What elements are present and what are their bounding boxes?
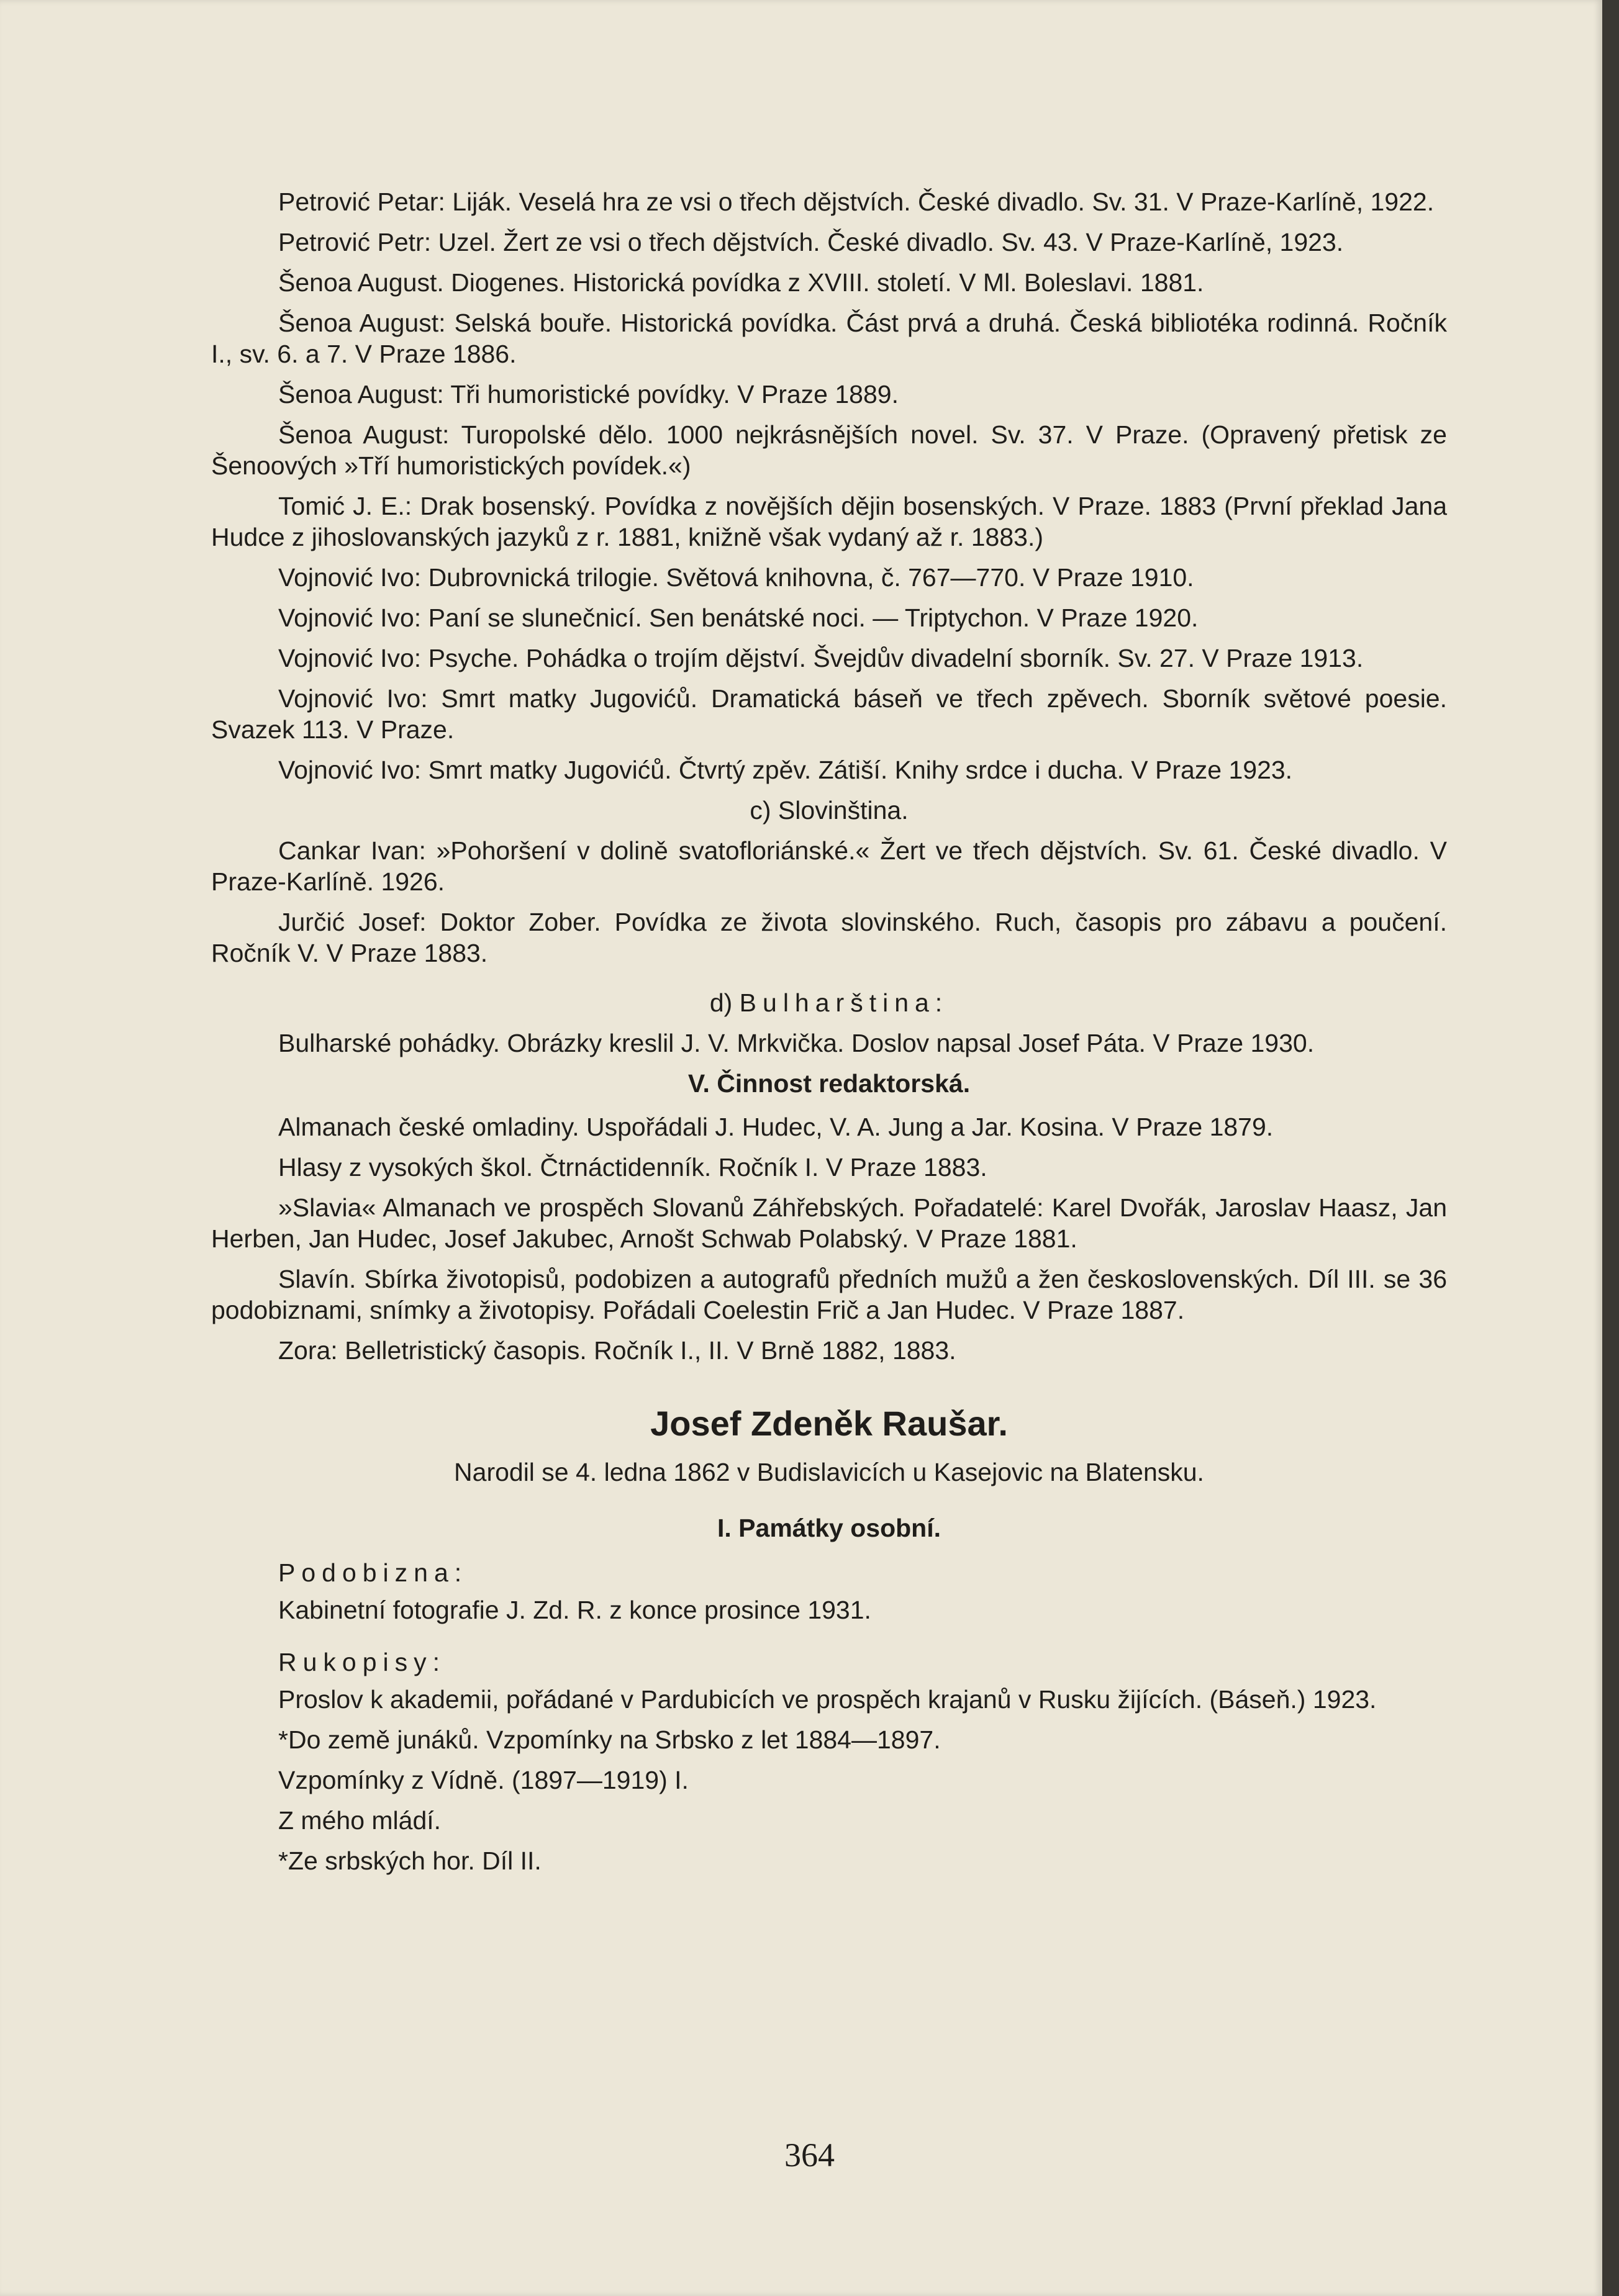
bibliography-entry: Petrović Petr: Uzel. Žert ze vsi o třech dějstvích. České divadlo. Sv. 43. V Praze-Karlíně, 1923. [278,228,1344,256]
manuscript-entry: Vzpomínky z Vídně. (1897—1919) I. [278,1766,689,1794]
bibliography-entry: Šenoa August. Diogenes. Historická povídka z XVIII. století. V Ml. Boleslavi. 1881. [278,268,1204,297]
section-v-heading: V. Činnost redaktorská. [687,1069,971,1098]
section-b-list [211,186,1447,785]
bibliography-entry: Petrović Petar: Liják. Veselá hra ze vsi o třech dějstvích. České divadlo. Sv. 31. V Praze-Karlíně, 1922. [278,188,1435,216]
manuscript-entry: *Do země junáků. Vzpomínky na Srbsko z let 1884—1897. [278,1725,941,1754]
manuscript-entry: Z mého mládí. [278,1806,442,1835]
bibliography-entry: Bulharské pohádky. Obrázky kreslil J. V. Mrkvička. Doslov napsal Josef Páta. V Praze 1930. [278,1029,1315,1057]
manuscripts-label: Rukopisy: [278,1648,447,1676]
bibliography-entry: Vojnović Ivo: Smrt matky Jugovićů. Čtvrtý zpěv. Zátiší. Knihy srdce i ducha. V Praze 1923. [278,756,1293,784]
manuscript-entry: *Ze srbských hor. Díl II. [278,1846,542,1875]
bibliography-entry: Šenoa August: Tři humoristické povídky. V Praze 1889. [278,380,899,409]
section-d-word: Bulharština: [739,988,949,1017]
section-d-prefix: d) [709,988,740,1017]
page-text [211,186,1447,1886]
bibliography-entry: Vojnović Ivo: Psyche. Pohádka o trojím dějství. Švejdův divadelní sborník. Sv. 27. V Praze 1913. [278,644,1364,672]
bibliography-entry: Šenoa August: Turopolské dělo. 1000 nejkrásnějších novel. Sv. 37. V Praze. (Opravený přetisk ze Šenoových »Tří humoristických povídek.«) [211,420,1447,480]
personal-records-heading: I. Památky osobní. [717,1514,941,1542]
person-name-heading: Josef Zdeněk Raušar. [650,1404,1008,1443]
bibliography-entry: Tomić J. E.: Drak bosenský. Povídka z novějších dějin bosenských. V Praze. 1883 (První překlad Jana Hudce z jihoslovanských jazyků z r. 1881, knižně však vydaný až r. 1883.) [211,492,1447,551]
bibliography-entry: Slavín. Sbírka životopisů, podobizen a autografů předních mužů a žen československých. Díl III. se 36 podobiznami, snímky a životopisy. Pořádali Coelestin Frič a Jan Hudec. V Praze 1887. [211,1265,1447,1324]
bibliography-entry: Vojnović Ivo: Dubrovnická trilogie. Světová knihovna, č. 767—770. V Praze 1910. [278,563,1194,592]
page-number: 364 [784,2136,835,2174]
portrait-entry: Kabinetní fotografie J. Zd. R. z konce prosince 1931. [278,1596,871,1624]
section-c-heading: c) Slovinština. [750,796,909,825]
bibliography-entry: Vojnović Ivo: Smrt matky Jugovićů. Dramatická báseň ve třech zpěvech. Sborník světové poesie. Svazek 113. V Praze. [211,684,1447,744]
bibliography-entry: Jurčić Josef: Doktor Zober. Povídka ze života slovinského. Ruch, časopis pro zábavu a poučení. Ročník V. V Praze 1883. [211,908,1447,967]
bibliography-entry: Zora: Belletristický časopis. Ročník I., II. V Brně 1882, 1883. [278,1336,956,1365]
manuscript-entry: Proslov k akademii, pořádané v Pardubicích ve prospěch krajanů v Rusku žijících. (Báseň.) 1923. [278,1685,1377,1714]
bibliography-entry: Hlasy z vysokých škol. Čtrnáctidenník. Ročník I. V Praze 1883. [278,1153,987,1182]
bibliography-entry: Cankar Ivan: »Pohoršení v dolině svatofloriánské.« Žert ve třech dějstvích. Sv. 61. České divadlo. V Praze-Karlíně. 1926. [211,836,1447,896]
bibliography-entry: Vojnović Ivo: Paní se slunečnicí. Sen benátské noci. — Triptychon. V Praze 1920. [278,603,1199,632]
birth-note: Narodil se 4. ledna 1862 v Budislavicích u Kasejovic na Blatensku. [454,1458,1204,1486]
portrait-label: Podobizna: [278,1558,468,1587]
bibliography-entry: »Slavia« Almanach ve prospěch Slovanů Záhřebských. Pořadatelé: Karel Dvořák, Jaroslav Haasz, Jan Herben, Jan Hudec, Josef Jakubec, Arnošt Schwab Polabský. V Praze 1881. [211,1193,1447,1253]
section-d-heading [211,987,1447,1018]
bibliography-entry: Almanach české omladiny. Uspořádali J. Hudec, V. A. Jung a Jar. Kosina. V Praze 1879. [278,1113,1274,1141]
bibliography-entry: Šenoa August: Selská bouře. Historická povídka. Část prvá a druhá. Česká bibliotéka rodinná. Ročník I., sv. 6. a 7. V Praze 1886. [211,309,1447,368]
